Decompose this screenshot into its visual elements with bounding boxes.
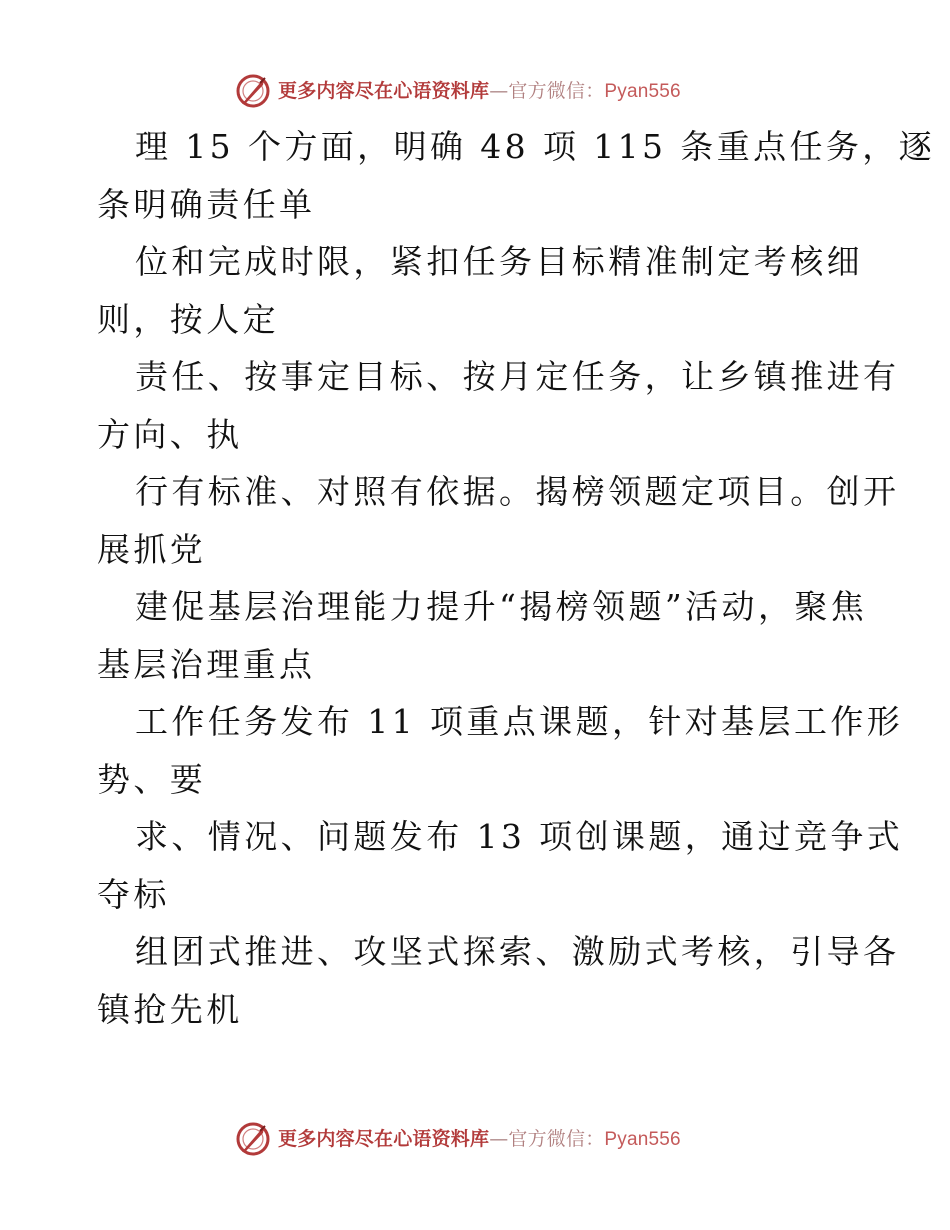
watermark-text xyxy=(278,79,681,102)
watermark-main-text: 更多内容尽在心语资料库 xyxy=(278,1127,490,1150)
watermark-main-text: 更多内容尽在心语资料库 xyxy=(278,79,490,102)
watermark-wechat-label: 官方微信： xyxy=(508,1127,605,1150)
watermark-wechat-label: 官方微信： xyxy=(508,79,605,102)
text-line: 责任、按事定目标、按月定任务，让乡镇推进有 xyxy=(135,357,900,396)
body-text xyxy=(97,118,936,1038)
watermark-separator: — xyxy=(489,79,509,102)
text-line: 条明确责任单 xyxy=(97,184,316,224)
text-line: 方向、执 xyxy=(97,414,243,454)
text-line: 展抓党 xyxy=(97,529,207,569)
text-line: 镇抢先机 xyxy=(97,989,243,1029)
watermark-wechat-id: Pyan556 xyxy=(604,80,681,102)
text-line: 则，按人定 xyxy=(97,299,279,339)
quill-seal-logo-icon xyxy=(236,74,270,108)
watermark-wechat-id: Pyan556 xyxy=(604,1128,681,1150)
text-line: 行有标准、对照有依据。揭榜领题定项目。创开 xyxy=(135,472,900,511)
quill-seal-logo-icon xyxy=(236,1122,270,1156)
text-line: 建促基层治理能力提升“揭榜领题”活动，聚焦 xyxy=(135,587,868,626)
header-watermark xyxy=(236,74,681,108)
text-line: 求、情况、问题发布 13 项创课题，通过竞争式 xyxy=(135,817,904,856)
watermark-separator: — xyxy=(489,1127,509,1150)
text-line: 位和完成时限，紧扣任务目标精准制定考核细 xyxy=(135,242,863,281)
text-line: 工作任务发布 11 项重点课题，针对基层工作形 xyxy=(135,702,904,741)
text-line: 组团式推进、攻坚式探索、激励式考核，引导各 xyxy=(135,932,900,971)
footer-watermark xyxy=(236,1122,681,1156)
text-line: 夺标 xyxy=(97,874,170,914)
text-line: 理 15 个方面，明确 48 项 115 条重点任务，逐 xyxy=(135,127,936,166)
text-line: 基层治理重点 xyxy=(97,644,316,684)
text-line: 势、要 xyxy=(97,759,207,799)
watermark-text xyxy=(278,1127,681,1150)
